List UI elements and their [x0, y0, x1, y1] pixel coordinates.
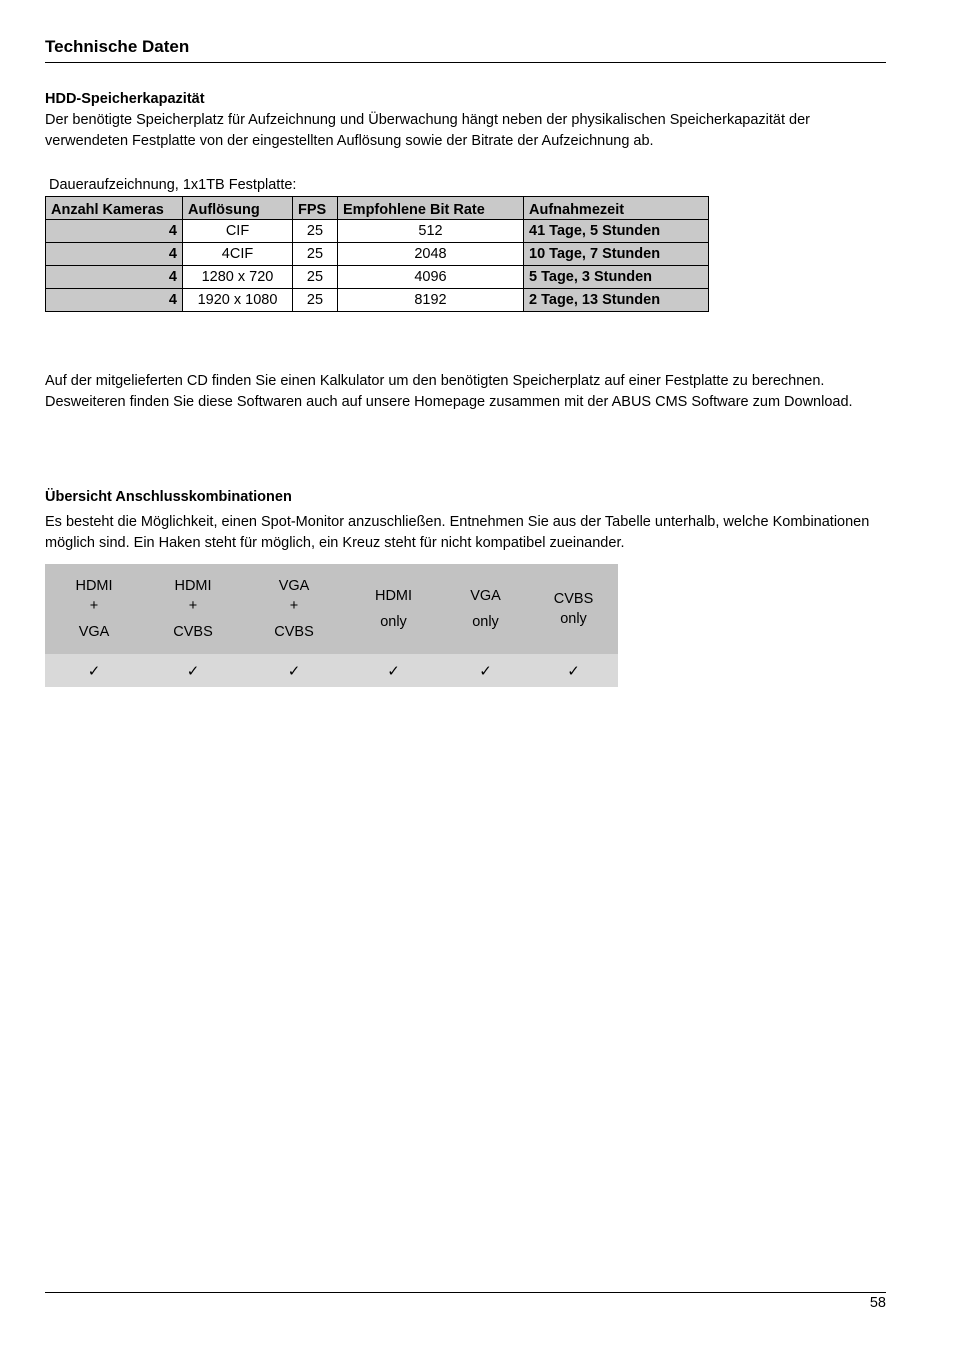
bitrate-cell: 2048 — [338, 243, 524, 266]
resolution-cell: 1280 x 720 — [183, 266, 293, 289]
fps-cell: 25 — [293, 289, 338, 312]
bitrate-cell: 512 — [338, 220, 524, 243]
recording-time-cell: 41 Tage, 5 Stunden — [524, 220, 709, 243]
connection-combinations-table — [45, 564, 618, 687]
column-header-vga-cvbs: VGA + CVBS — [274, 578, 314, 640]
checkmark-icon: ✓ — [387, 662, 400, 680]
column-header-fps: FPS — [293, 197, 338, 220]
column-header-cameras: Anzahl Kameras — [46, 197, 183, 220]
column-header-hdmi-cvbs: HDMI + CVBS — [173, 578, 213, 640]
checkmark-icon: ✓ — [186, 662, 200, 680]
resolution-cell: 4CIF — [183, 243, 293, 266]
checkmark-icon: ✓ — [87, 662, 101, 680]
table-row — [46, 289, 709, 312]
combinations-header-row — [45, 564, 618, 654]
calculator-text: Auf der mitgelieferten CD finden Sie einen Kalkulator um den benötigten Speicherplatz auf einer Festplatte zu berechnen. Desweiteren finden Sie diese Softwaren auch auf unsere Homepage zusammen mit der ABUS CMS Software zum Download. — [45, 373, 853, 410]
footer-divider — [45, 1292, 886, 1293]
column-header-hdmi-only: HDMI only — [374, 588, 413, 630]
column-header-recording-time: Aufnahmezeit — [524, 197, 709, 220]
column-header-vga-only: VGA only — [470, 588, 501, 630]
resolution-cell: 1920 x 1080 — [183, 289, 293, 312]
checkmark-icon: ✓ — [287, 662, 301, 680]
storage-table-caption: Daueraufzeichnung, 1x1TB Festplatte: — [49, 177, 297, 193]
combinations-value-row — [45, 654, 618, 687]
hdd-capacity-text: Der benötigte Speicherplatz für Aufzeichnung und Überwachung hängt neben der physikalischen Speicherkapazität der verwendeten Festplatte von der eingestellten Auflösung sowie der Bitrate der Aufzeichnung ab. — [45, 112, 810, 149]
hdd-capacity-heading: HDD-Speicherkapazität — [45, 91, 205, 107]
cameras-cell: 4 — [46, 289, 183, 312]
column-header-hdmi-vga: HDMI + VGA — [75, 578, 113, 640]
column-header-resolution: Auflösung — [183, 197, 293, 220]
bitrate-cell: 4096 — [338, 266, 524, 289]
recording-time-cell: 5 Tage, 3 Stunden — [524, 266, 709, 289]
title-divider — [45, 62, 886, 63]
table-row — [46, 243, 709, 266]
fps-cell: 25 — [293, 243, 338, 266]
page-number: 58 — [869, 1295, 886, 1311]
connections-heading: Übersicht Anschlusskombinationen — [45, 489, 292, 505]
cameras-cell: 4 — [46, 266, 183, 289]
column-header-cvbs-only: CVBS only — [553, 591, 594, 627]
recording-time-cell: 10 Tage, 7 Stunden — [524, 243, 709, 266]
column-header-bitrate: Empfohlene Bit Rate — [338, 197, 524, 220]
checkmark-icon: ✓ — [567, 662, 580, 680]
bitrate-cell: 8192 — [338, 289, 524, 312]
table-row — [46, 266, 709, 289]
fps-cell: 25 — [293, 220, 338, 243]
table-row — [46, 220, 709, 243]
storage-table-header-row — [46, 197, 709, 220]
page-title: Technische Daten — [45, 37, 190, 56]
storage-table — [45, 196, 709, 312]
fps-cell: 25 — [293, 266, 338, 289]
checkmark-icon: ✓ — [479, 662, 492, 680]
cameras-cell: 4 — [46, 243, 183, 266]
resolution-cell: CIF — [183, 220, 293, 243]
recording-time-cell: 2 Tage, 13 Stunden — [524, 289, 709, 312]
connections-text: Es besteht die Möglichkeit, einen Spot-Monitor anzuschließen. Entnehmen Sie aus der Tabelle unterhalb, welche Kombinationen möglich sind. Ein Haken steht für möglich, ein Kreuz steht für nicht kompatibel zueinander. — [45, 514, 870, 551]
cameras-cell: 4 — [46, 220, 183, 243]
